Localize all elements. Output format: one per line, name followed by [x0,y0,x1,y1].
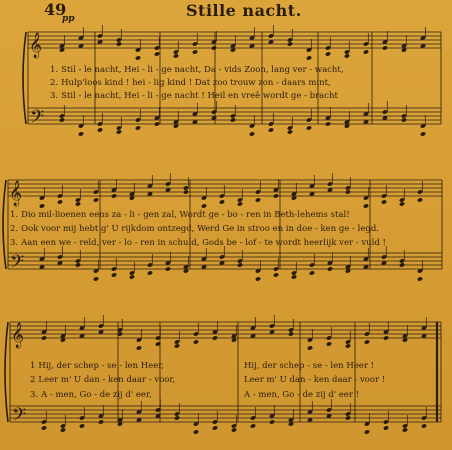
bass-note [399,262,405,267]
bass-clef: 𝄢 [12,405,27,430]
lyric-line-repeat: A - men, Go - de zij d' eer ! [244,390,359,400]
treble-note [237,201,243,206]
treble-note [201,203,207,208]
treble-note [288,331,294,336]
lyric-line-repeat: Hij, der schep - se - len Heer ! [244,361,374,371]
bass-note [59,117,65,122]
system-brace [23,32,26,124]
bass-note [97,127,103,132]
bass-note [401,117,407,122]
bass-note [287,129,293,134]
treble-clef: 𝄞 [29,33,43,58]
treble-note [57,199,63,204]
bass-note [383,425,389,430]
bass-note [291,274,297,279]
bass-note [237,262,243,267]
treble-note [306,55,312,60]
treble-note [193,339,199,344]
treble-note [383,335,389,340]
system-brace [5,322,8,422]
lyric-line: 1. Dio mil-lioenen eens za - li - gen zal, Wordt ge - bo - ren in Beth-lehems stal! [10,210,350,220]
treble-note [183,189,189,194]
treble-note [154,51,160,56]
treble-note [136,345,142,350]
bass-clef: 𝄢 [30,107,45,132]
bass-note [75,262,81,267]
bass-note [364,429,370,434]
bass-note [79,423,85,428]
bass-note [402,427,408,432]
treble-note [345,189,351,194]
bass-note [212,425,218,430]
bass-note [60,427,66,432]
lyric-line: 3. Stil - le nacht, Hei - li - ge nacht ! Heil en vreê wordt ge - bracht [50,91,338,101]
treble-note [344,53,350,58]
bass-note [147,270,153,275]
treble-note [75,201,81,206]
bass-note [249,131,255,136]
treble-note [381,199,387,204]
hymn-title: Stille nacht. [186,1,302,20]
bass-note [345,415,351,420]
treble-note [363,203,369,208]
bass-note [309,270,315,275]
bass-note [98,419,104,424]
treble-note [39,203,45,208]
bass-note [273,272,279,277]
bass-note [135,125,141,130]
lyric-line: 2. Ook voor mij hebt g' U rijkdom ontzegd, Werd Ge in stroo en in doe - ken ge - legd. [10,224,379,234]
treble-note [255,197,261,202]
bass-note [327,266,333,271]
treble-note [174,343,180,348]
bass-note [420,131,426,136]
bass-note [231,427,237,432]
bass-note [129,274,135,279]
bass-note [41,425,47,430]
treble-note [273,193,279,198]
treble-note [212,335,218,340]
lyric-line: 2. Hulp'loos kind ! hei - lig kind ! Dat zoo trouw zon - daars mint, [50,78,331,88]
treble-note [173,53,179,58]
bass-note [268,127,274,132]
lyric-line: 3. Aan een we - reld, ver - lo - ren in schuld, Gods be - lof - te wordt heerlijk ver - vuld ! [10,238,386,248]
dynamic-marking: pp [62,14,75,24]
treble-note [363,49,369,54]
lyric-line: 1 Hij, der schep - se - len Heer, [30,361,165,371]
bass-note [417,276,423,281]
bass-note [255,276,261,281]
bass-note [116,129,122,134]
bass-note [165,266,171,271]
treble-note [111,193,117,198]
treble-note [399,201,405,206]
treble-note [417,197,423,202]
treble-note [211,45,217,50]
bass-note [325,121,331,126]
lyric-line: 2 Leer m' U dan - ken daar - voor, [30,375,176,385]
treble-note [382,45,388,50]
bass-note [78,131,84,136]
hymn-number: 49 [44,0,67,19]
bass-note [306,125,312,130]
treble-note [325,51,331,56]
treble-note [192,49,198,54]
system-brace [3,180,6,269]
lyric-line: 3. A - men, Go - de zij d' eer, [30,390,152,400]
treble-clef: 𝄞 [11,323,25,348]
bass-note [193,429,199,434]
bass-note [269,419,275,424]
treble-note [116,41,122,46]
bass-note [93,276,99,281]
bass-note [250,423,256,428]
treble-note [135,55,141,60]
bass-note [174,415,180,420]
bass-clef: 𝄢 [10,252,25,277]
lyric-line-repeat: Leer m' U dan - ken daar - voor ! [244,375,386,385]
bass-note [111,272,117,277]
treble-note [219,199,225,204]
treble-note [287,41,293,46]
treble-note [326,341,332,346]
bass-note [154,121,160,126]
treble-note [364,339,370,344]
lyric-line: 1. Stil - le nacht, Hei - li - ge nacht, Da - vids Zoon, lang ver - wacht, [50,65,344,75]
bass-note [421,423,427,428]
treble-clef: 𝄞 [9,181,23,206]
treble-note [41,335,47,340]
bass-note [230,117,236,122]
treble-note [307,345,313,350]
treble-note [93,197,99,202]
treble-note [345,343,351,348]
